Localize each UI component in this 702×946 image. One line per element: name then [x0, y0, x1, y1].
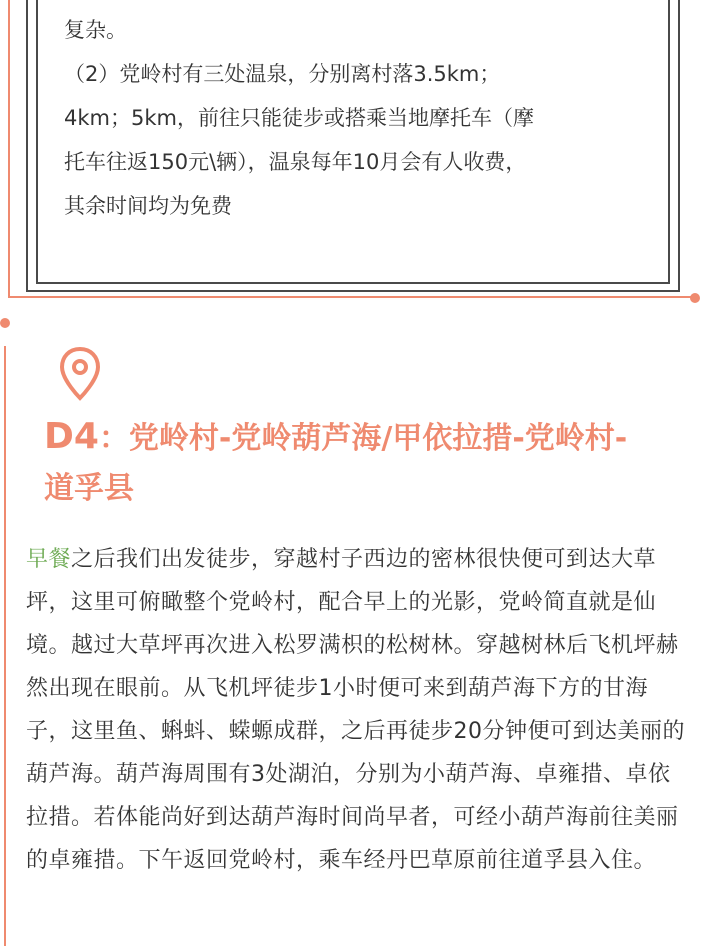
tips-line: 托车往返150元\辆），温泉每年10月会有人收费，	[64, 150, 527, 174]
tips-line: 4km；5km，前往只能徒步或搭乘当地摩托车（摩	[64, 106, 534, 130]
day-heading	[44, 412, 664, 514]
section-marker-dot	[0, 318, 10, 328]
day-title-cont: 道孚县	[44, 471, 134, 506]
location-pin-icon	[58, 346, 102, 402]
tips-line: 复杂。	[64, 18, 127, 42]
section-accent-line	[4, 346, 6, 946]
tips-line: （2）党岭村有三处温泉，分别离村落3.5km；	[64, 62, 501, 86]
meal-highlight: 早餐	[26, 547, 72, 572]
itinerary-paragraph	[26, 538, 686, 882]
day-title: ：党岭村-党岭葫芦海/甲依拉措-党岭村-	[98, 421, 628, 456]
day-label: D4	[44, 416, 99, 457]
frame-corner-dot	[690, 293, 700, 303]
tips-text	[64, 8, 650, 228]
itinerary-text: 之后我们出发徒步，穿越村子西边的密林很快便可到达大草坪，这里可俯瞰整个党岭村，配合早上的光影，党岭简直就是仙境。越过大草坪再次进入松罗满枳的松树林。穿越树林后飞机坪赫然出现在眼前。从飞机坪徒步1小时便可来到葫芦海下方的甘海子，这里鱼、蝌蚪、蝾螈成群，之后再徒步20分钟便可到达美丽的葫芦海。葫芦海周围有3处湖泊，分别为小葫芦海、卓雍措、卓依拉措。若体能尚好到达葫芦海时间尚早者，可经小葫芦海前往美丽的卓雍措。下午返回党岭村，乘车经丹巴草原前往道孚县入住。	[26, 547, 685, 873]
tips-line: 其余时间均为免费	[64, 194, 232, 218]
